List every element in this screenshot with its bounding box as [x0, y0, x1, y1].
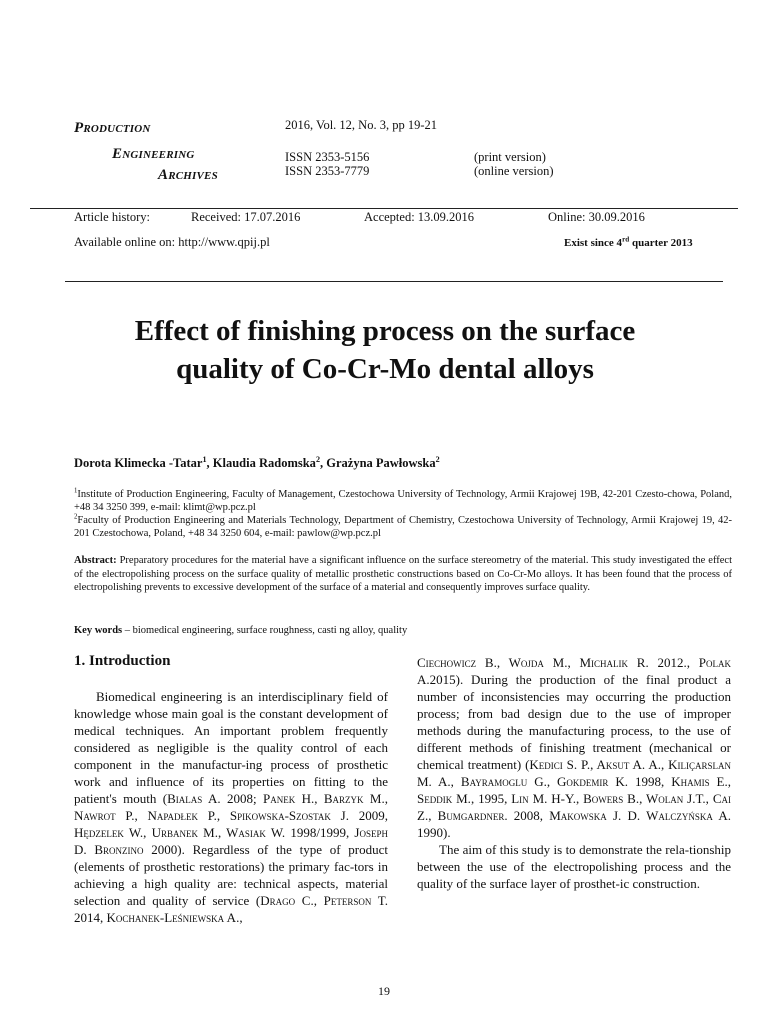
affiliation-2-sup: 2 [74, 513, 78, 521]
exist-since-b: quarter 2013 [629, 237, 693, 249]
citation: Kochanek-Leśniewska A. [106, 910, 240, 925]
citation: Polak A. [417, 655, 731, 687]
accepted-date: Accepted: 13.09.2016 [364, 210, 475, 224]
affiliation-1-text: Institute of Production Engineering, Faculty of Management, Czestochowa University of Technology, Armii Krajowej 19B, 42-201 Czesto-chowa, Poland, +48 34 3250 399, e-mail: klimt@wp.pcz.pl [74, 489, 732, 513]
left-text: , [239, 910, 243, 925]
available-online: Available online on: http://www.qpij.pl [74, 235, 270, 249]
section-heading: 1. Introduction [74, 653, 171, 669]
journal-name-line2: Engineering [112, 146, 195, 162]
authors [74, 456, 440, 471]
received-date: Received: 17.07.2016 [191, 210, 301, 224]
citation: Joseph D. Bronzino [74, 825, 388, 857]
author-2: , Klaudia Radomska [206, 456, 316, 470]
affiliation-1-sup: 1 [74, 487, 78, 495]
abstract-label: Abstract: [74, 555, 117, 566]
keywords-label: Key words [74, 625, 123, 636]
author-2-sup: 2 [315, 454, 320, 464]
left-text: 2014, [74, 910, 107, 925]
journal-name-line3: Archives [158, 167, 218, 183]
right-text: 1998, [628, 774, 672, 789]
left-text: 2008; [220, 791, 263, 806]
right-column [417, 654, 731, 892]
citation: Drago C., Peterson T. [260, 893, 388, 908]
abstract-text: Preparatory procedures for the material have a significant influence on the surface stereometry of the material. This study investigated the effect of the electropolishing process on the surface quality of metallic prosthetic constructions based on Co-Cr-Mo alloys. It has been found that the process of electropolishing prevents to excessive development of the surface of a material and consequently improves surface quality. [74, 555, 732, 593]
exist-since [564, 237, 693, 249]
issn-print-label: (print version) [474, 150, 546, 164]
history-label: Article history: [74, 210, 151, 224]
paper-title: Effect of finishing process on the surface quality of Co-Cr-Mo dental alloys [134, 315, 636, 385]
citation: Panek H., Barzyk M., Nawrot P., Napadłek P., Spikowska-Szostak J. [74, 791, 388, 823]
affiliation-1 [74, 488, 732, 514]
left-text: 2009, [348, 808, 388, 823]
right-text: 1990). [417, 825, 451, 840]
citation: Kedici S. P., Aksut A. A., Kiliçarslan M. A., Bayramoglu G., Gokdemir K. [417, 757, 731, 789]
citation: Ciechowicz B., Wojda M., Michalik R. [417, 655, 649, 670]
author-3: , Grażyna Pawłowska [320, 456, 436, 470]
citation: Khamis E., Seddik M. [417, 774, 731, 806]
keywords-text: – biomedical engineering, surface roughness, casti ng alloy, quality [122, 625, 408, 636]
header-rule-bottom [65, 281, 723, 282]
issn-online-label: (online version) [474, 164, 554, 178]
author-3-sup: 2 [435, 454, 440, 464]
issn-print: ISSN 2353-5156 [285, 150, 370, 164]
right-text: 2008, [507, 808, 550, 823]
header-rule-top [30, 208, 738, 209]
affiliation-2-text: Faculty of Production Engineering and Materials Technology, Department of Chemistry, Czestochowa University of Technology, Armii Krajowej 19, 42-201 Czestochowa, Poland, +48 34 3250 604, e-mail: pawlow@wp.pcz.pl [74, 515, 732, 539]
exist-since-sup: rd [622, 235, 630, 244]
left-column [74, 688, 388, 926]
left-text: 1998/1999, [285, 825, 355, 840]
citation: Makowska J. D. Walczyńska A. [549, 808, 731, 823]
volume-info: 2016, Vol. 12, No. 3, pp 19-21 [285, 118, 437, 132]
left-p1-text: Biomedical engineering is an interdisciplinary field of knowledge whose main goal is the constant development of medical techniques. An important problem frequently considered as negligible is the quality control of each component in the manufactur-ing process of prosthetic work and influence of its properties on fitting to the patient's mouth ( [74, 689, 388, 806]
online-date: Online: 30.09.2016 [548, 210, 645, 224]
right-text: , 1995, [470, 791, 512, 806]
affiliation-2 [74, 514, 732, 540]
citation: Bialas A. [167, 791, 221, 806]
exist-since-a: Exist since 4 [564, 237, 623, 249]
right-text: 2015). During the production of the final product a number of inconsistencies may occurring the production process; from bad design due to the use of improper methods during the manufacturing process, to the use of different methods of finishing treatment (mechanical or chemical treatment) ( [417, 672, 731, 772]
journal-name-line1: Production [74, 120, 151, 136]
author-1-sup: 1 [202, 454, 207, 464]
page-number: 19 [378, 984, 390, 998]
issn-online: ISSN 2353-7779 [285, 164, 370, 178]
right-text: 2012., [648, 655, 699, 670]
abstract [74, 554, 732, 595]
right-paragraph-1 [417, 654, 731, 841]
left-text: 2000). Regardless of the type of product (elements of prosthetic restorations) the primary fac-tors in achieving a high quality are: technical aspects, material selection and quality of service ( [74, 842, 388, 908]
right-paragraph-2: The aim of this study is to demonstrate the rela-tionship between the use of the electropolishing process and the quality of the surface layer of prosthet-ic construction. [417, 842, 731, 891]
citation: Hędzelek W., Urbanek M., Wasiak W. [74, 825, 286, 840]
author-1: Dorota Klimecka -Tatar [74, 456, 203, 470]
keywords [74, 624, 732, 638]
citation: Lin M. H-Y., Bowers B., Wolan J.T., Cai Z., Bumgardner. [417, 791, 731, 823]
